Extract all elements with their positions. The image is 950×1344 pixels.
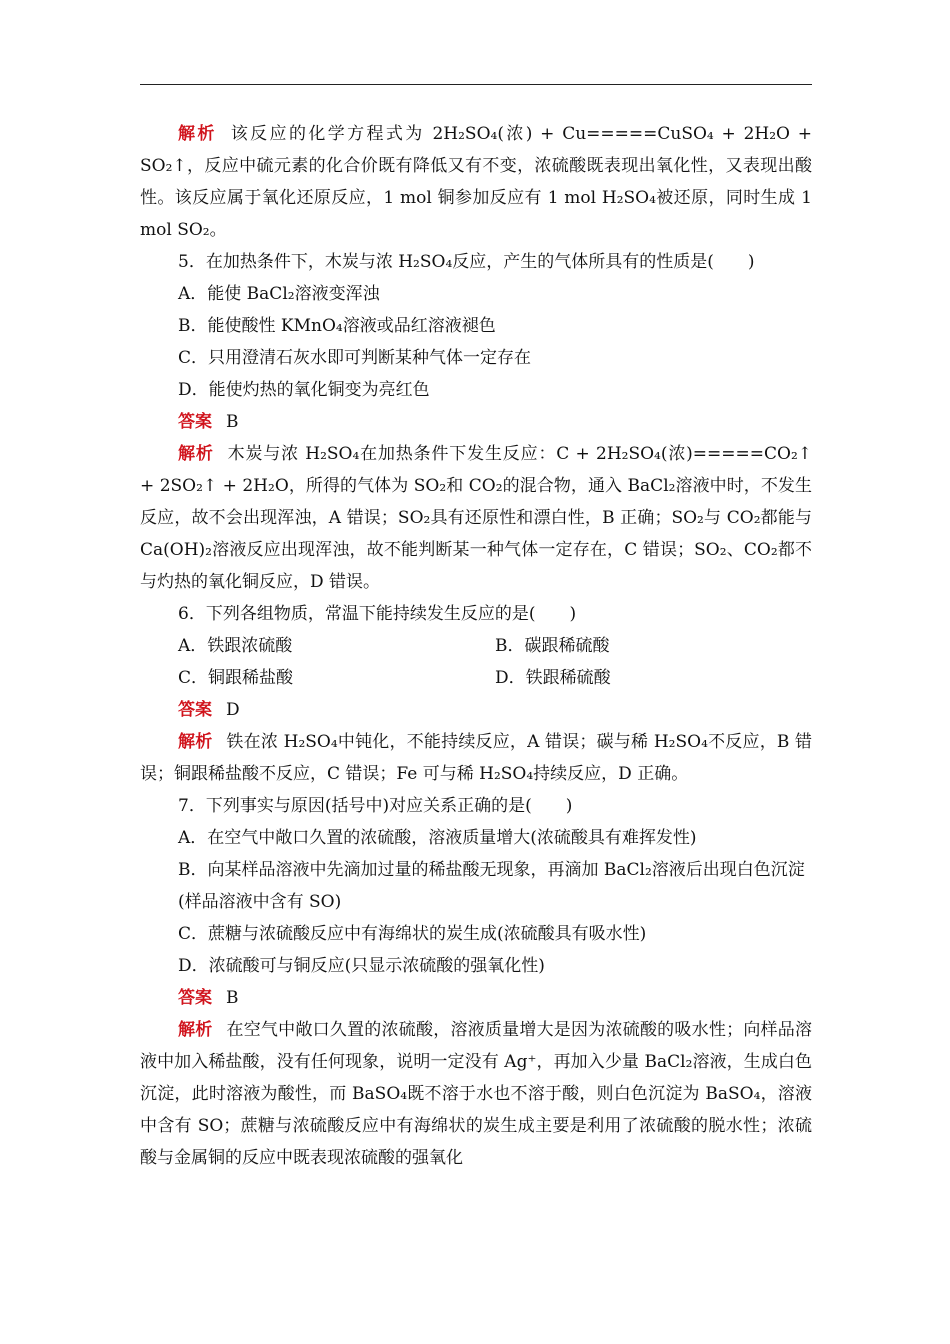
answer-value: D bbox=[226, 700, 240, 720]
option-item: A．能使 BaCl₂溶液变浑浊 bbox=[178, 284, 380, 304]
analysis-label: 解析 bbox=[178, 124, 217, 144]
analysis-paragraph bbox=[140, 118, 812, 246]
option-item: C．只用澄清石灰水即可判断某种气体一定存在 bbox=[178, 348, 532, 368]
analysis-text: 该反应的化学方程式为 2H₂SO₄(浓) + Cu=====CuSO₄ + 2H₂O + SO₂↑，反应中硫元素的化合价既有降低又有不变，浓硫酸既表现出氧化性，又表现出酸性。该反应属于氧化还原反应，1 mol 铜参加反应有 1 mol H₂SO₄被还原，同时生成 1 mol SO₂。 bbox=[140, 124, 812, 240]
analysis-text: 木炭与浓 H₂SO₄在加热条件下发生反应：C + 2H₂SO₄(浓)=====CO₂↑ + 2SO₂↑ + 2H₂O，所得的气体为 SO₂和 CO₂的混合物，通入 BaCl₂溶液中时，不发生反应，故不会出现浑浊，A 错误；SO₂具有还原性和漂白性，B 正确；SO₂与 CO₂都能与 Ca(OH)₂溶液反应出现浑浊，故不能判断某一种气体一定存在，C 错误；SO₂、CO₂都不与灼热的氧化铜反应，D 错误。 bbox=[140, 444, 813, 592]
analysis-paragraph bbox=[140, 438, 812, 598]
answer-label: 答案 bbox=[178, 988, 212, 1008]
option-row bbox=[140, 630, 812, 662]
option-row bbox=[140, 662, 812, 694]
answer-label: 答案 bbox=[178, 700, 212, 720]
analysis-paragraph bbox=[140, 726, 812, 790]
question-text: 5．在加热条件下，木炭与浓 H₂SO₄反应，产生的气体所具有的性质是( ) bbox=[178, 252, 755, 272]
analysis-text: 铁在浓 H₂SO₄中钝化，不能持续反应，A 错误；碳与稀 H₂SO₄不反应，B 错误；铜跟稀盐酸不反应，C 错误；Fe 可与稀 H₂SO₄持续反应，D 正确。 bbox=[140, 732, 813, 784]
answer-paragraph bbox=[140, 694, 812, 726]
answer-paragraph bbox=[140, 406, 812, 438]
question-text: 6．下列各组物质，常温下能持续发生反应的是( ) bbox=[178, 604, 577, 624]
option-item: A．在空气中敞口久置的浓硫酸，溶液质量增大(浓硫酸具有难挥发性) bbox=[178, 828, 697, 848]
option-item: D．浓硫酸可与铜反应(只显示浓硫酸的强氧化性) bbox=[178, 956, 545, 976]
answer-value: B bbox=[226, 412, 239, 432]
analysis-label: 解析 bbox=[178, 444, 214, 464]
question-text: 7．下列事实与原因(括号中)对应关系正确的是( ) bbox=[178, 796, 573, 816]
option-item: D．铁跟稀硫酸 bbox=[495, 668, 611, 688]
answer-value: B bbox=[226, 988, 239, 1008]
analysis-paragraph bbox=[140, 1014, 812, 1174]
analysis-label: 解析 bbox=[178, 1020, 213, 1040]
answer-paragraph bbox=[140, 982, 812, 1014]
option-item: C．蔗糖与浓硫酸反应中有海绵状的炭生成(浓硫酸具有吸水性) bbox=[178, 924, 647, 944]
option-item: A．铁跟浓硫酸 bbox=[178, 636, 293, 656]
option-item: B．碳跟稀硫酸 bbox=[495, 636, 610, 656]
header-rule bbox=[140, 84, 812, 85]
analysis-text: 在空气中敞口久置的浓硫酸，溶液质量增大是因为浓硫酸的吸水性；向样品溶液中加入稀盐酸，没有任何现象，说明一定没有 Ag⁺，再加入少量 BaCl₂溶液，生成白色沉淀，此时溶液为酸性，而 BaSO₄既不溶于水也不溶于酸，则白色沉淀为 BaSO₄，溶液中含有 SO；蔗糖与浓硫酸反应中有海绵状的炭生成主要是利用了浓硫酸的脱水性；浓硫酸与金属铜的反应中既表现浓硫酸的强氧化 bbox=[140, 1020, 813, 1168]
option-item: D．能使灼热的氧化铜变为亮红色 bbox=[178, 380, 430, 400]
analysis-label: 解析 bbox=[178, 732, 213, 752]
answer-label: 答案 bbox=[178, 412, 212, 432]
option-item: B．向某样品溶液中先滴加过量的稀盐酸无现象，再滴加 BaCl₂溶液后出现白色沉淀(样品溶液中含有 SO) bbox=[178, 860, 805, 912]
option-item: C．铜跟稀盐酸 bbox=[178, 668, 294, 688]
document-body bbox=[140, 118, 812, 1174]
option-item: B．能使酸性 KMnO₄溶液或品红溶液褪色 bbox=[178, 316, 496, 336]
